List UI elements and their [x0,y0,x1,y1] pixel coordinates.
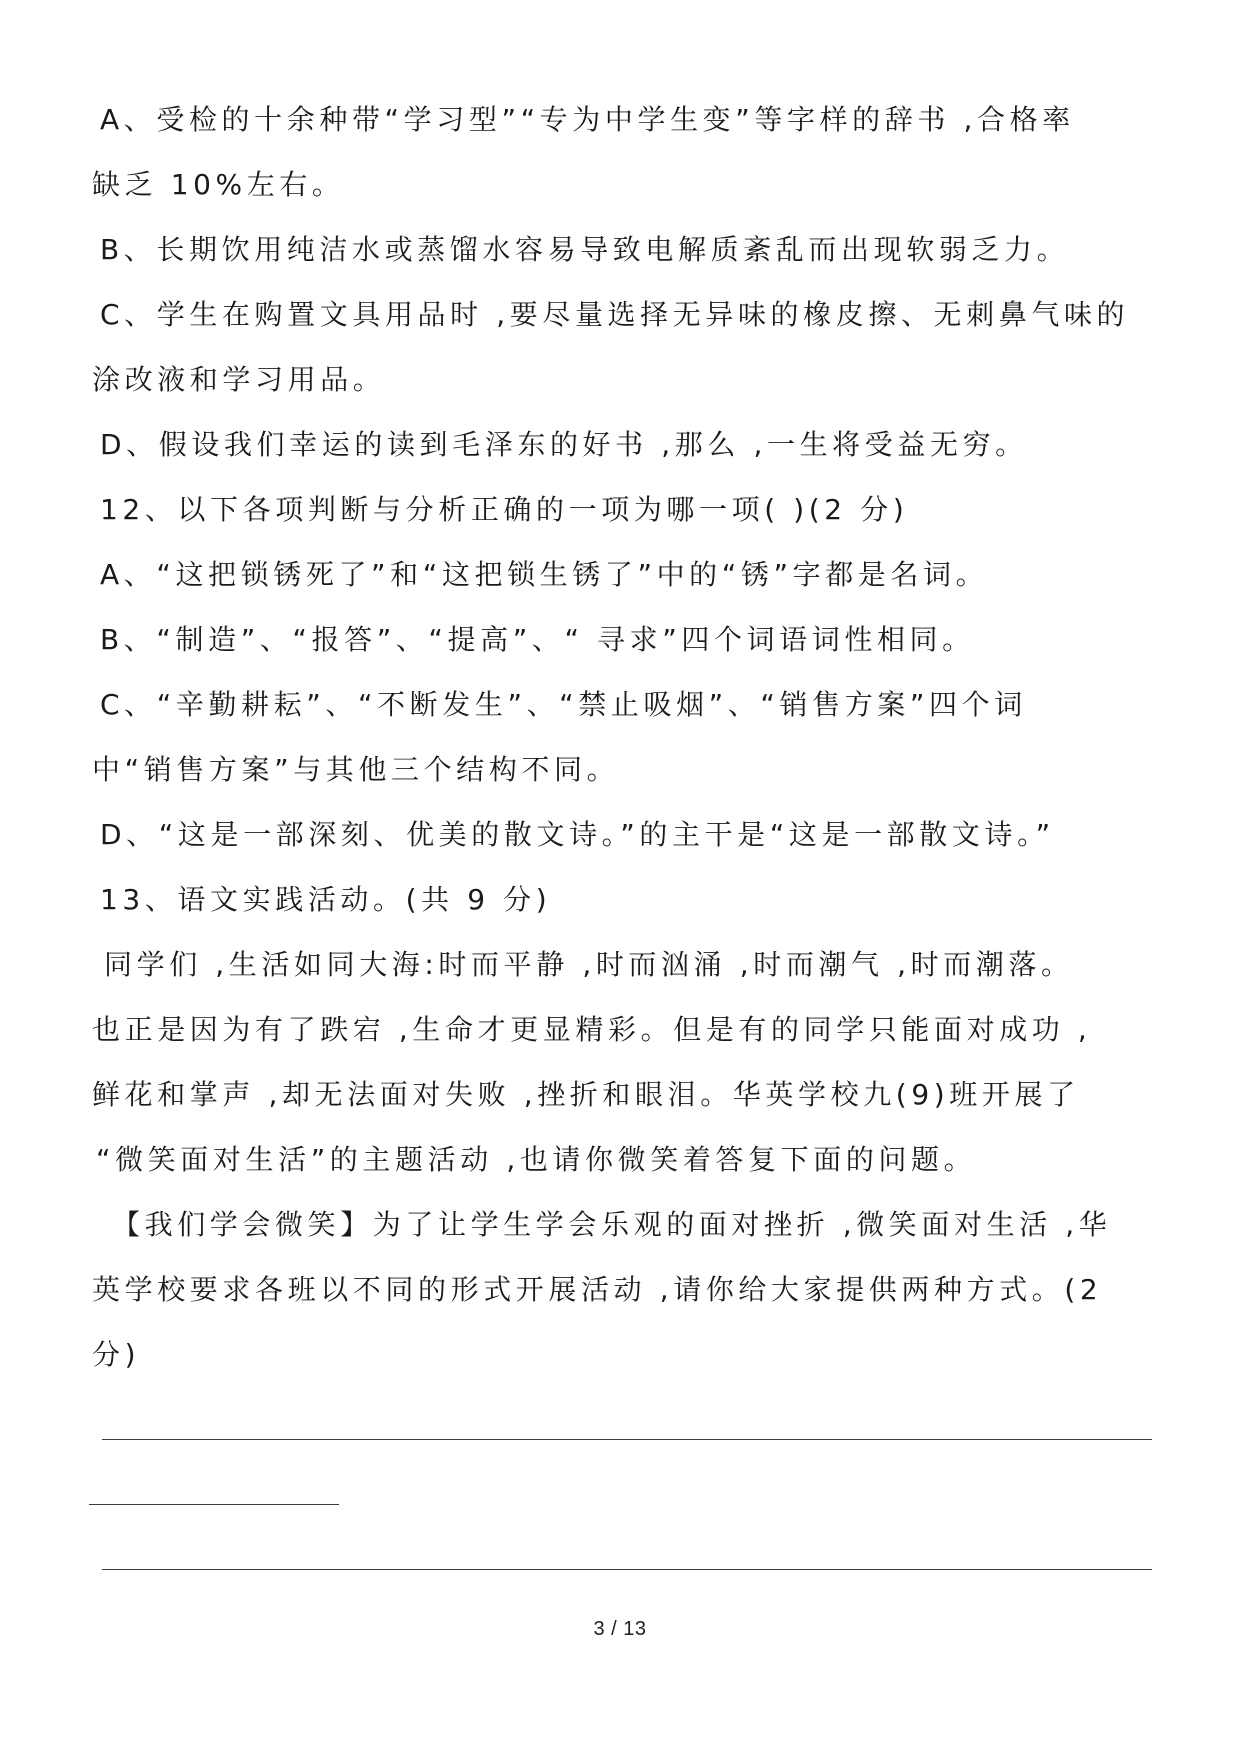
answer-line-1[interactable] [102,1439,1152,1440]
question-13-title: 13、语文实践活动。(共 9 分) [100,883,552,916]
q13-intro-line-2: 也正是因为有了跌宕 ,生命才更显精彩。但是有的同学只能面对成功 , [92,1013,1092,1046]
q13-sub1-line-3: 分) [92,1338,141,1371]
option-c-line-2: 涂改液和学习用品。 [92,363,386,396]
answer-line-3[interactable] [102,1569,1152,1570]
q12-option-b: B、“制造”、“报答”、“提高”、“ 寻求”四个词语词性相同。 [100,623,975,656]
q13-sub1-line-1: 【我们学会微笑】为了让学生学会乐观的面对挫折 ,微笑面对生活 ,华 [112,1208,1112,1241]
q13-sub1-line-2: 英学校要求各班以不同的形式开展活动 ,请你给大家提供两种方式。(2 [92,1273,1103,1306]
q13-intro-line-3: 鲜花和掌声 ,却无法面对失败 ,挫折和眼泪。华英学校九(9)班开展了 [92,1078,1080,1111]
option-a-line-2: 缺乏 10%左右。 [92,168,345,201]
answer-line-2[interactable] [89,1504,339,1505]
q13-intro-line-1: 同学们 ,生活如同大海:时而平静 ,时而汹涌 ,时而潮气 ,时而潮落。 [104,948,1074,981]
question-12-title: 12、以下各项判断与分析正确的一项为哪一项( )(2 分) [100,493,909,526]
option-a-line-1: A、受检的十余种带“学习型”“专为中学生变”等字样的辞书 ,合格率 [100,103,1075,136]
q12-option-a: A、“这把锁锈死了”和“这把锁生锈了”中的“锈”字都是名词。 [100,558,989,591]
option-b: B、长期饮用纯洁水或蒸馏水容易导致电解质紊乱而出现软弱乏力。 [100,233,1070,266]
q12-option-d: D、“这是一部深刻、优美的散文诗。”的主干是“这是一部散文诗。” [100,818,1055,851]
q12-option-c-line-1: C、“辛勤耕耘”、“不断发生”、“禁止吸烟”、“销售方案”四个词 [100,688,1027,721]
option-d: D、假设我们幸运的读到毛泽东的好书 ,那么 ,一生将受益无穷。 [100,428,1028,461]
q12-option-c-line-2: 中“销售方案”与其他三个结构不同。 [92,753,620,786]
page-number: 3 / 13 [593,1618,647,1640]
q13-intro-line-4: “微笑面对生活”的主题活动 ,也请你微笑着答复下面的问题。 [96,1143,977,1176]
option-c-line-1: C、学生在购置文具用品时 ,要尽量选择无异味的橡皮擦、无刺鼻气味的 [100,298,1130,331]
